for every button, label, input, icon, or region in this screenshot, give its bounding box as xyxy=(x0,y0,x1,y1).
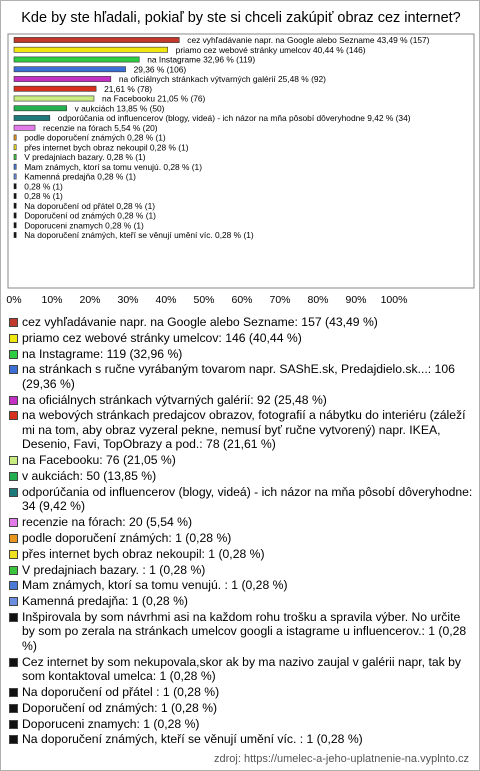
bar-2 xyxy=(14,57,139,62)
legend-swatch xyxy=(9,365,18,374)
bar-0 xyxy=(14,37,179,42)
legend-swatch xyxy=(9,658,18,667)
x-tick-label: 80% xyxy=(307,294,329,306)
legend-swatch xyxy=(9,613,18,622)
legend-item-3 xyxy=(9,362,473,391)
legend-label: cez vyhľadávanie napr. na Google alebo Sezname: 157 (43,49 %) xyxy=(22,315,378,329)
legend-label: Na doporučení známých, kteří se věnují umění víc. : 1 (0,28 %) xyxy=(22,732,363,747)
x-tick-label: 70% xyxy=(269,294,291,306)
x-tick-label: 50% xyxy=(193,294,215,306)
bar-label-1: priamo cez webové stránky umelcov 40,44 % (146) xyxy=(175,44,366,55)
legend-item-7 xyxy=(9,469,473,484)
legend-label: odporúčania od influencerov (blogy, videá) - ich názor na mňa pôsobí dôveryhodne: 34 (9,42 %) xyxy=(22,484,473,514)
legend-label: v aukciách: 50 (13,85 %) xyxy=(22,469,157,484)
legend-swatch xyxy=(9,550,18,559)
legend-swatch xyxy=(9,597,18,606)
legend-swatch xyxy=(9,488,18,497)
legend-item-4 xyxy=(9,393,473,408)
legend-swatch xyxy=(9,318,18,327)
bar-label-16: 0,28 % (1) xyxy=(24,191,63,201)
legend-swatch xyxy=(9,518,18,527)
legend-label: na stránkach s ručne vyrábaným tovarom napr. SAShE.sk, Predajdielo.sk...: 106 (29,36 %) xyxy=(22,362,455,391)
legend-label: Doporučení od známých: 1 (0,28 %) xyxy=(22,700,218,715)
legend-swatch xyxy=(9,534,18,543)
legend-swatch xyxy=(9,581,18,590)
bar-label-7: v aukciách 13,85 % (50) xyxy=(74,103,165,114)
legend-swatch xyxy=(9,456,18,465)
legend-label: Kamenná predajňa: 1 (0,28 %) xyxy=(22,594,188,609)
bar-label-20: Na doporučení známých, kteří se věnují umění víc. 0,28 % (1) xyxy=(24,230,254,240)
x-tick-label: 10% xyxy=(41,294,63,306)
legend-item-5 xyxy=(9,408,473,452)
legend xyxy=(9,315,473,748)
bar-label-9: recenzie na fórach 5,54 % (20) xyxy=(43,122,158,133)
bar-11 xyxy=(14,145,16,150)
bar-label-4: na oficiálnych stránkach výtvarných galérií 25,48 % (92) xyxy=(118,74,326,84)
legend-swatch xyxy=(9,396,18,405)
bar-label-13: Mam známych, ktorí sa tomu venujú. 0,28 % (1) xyxy=(24,161,203,172)
bar-12 xyxy=(14,154,16,159)
legend-label: na Facebooku: 76 (21,05 %) xyxy=(22,453,176,468)
legend-label: Doporuceni znamych: 1 (0,28 %) xyxy=(22,716,200,731)
legend-label: přes internet bych obraz nekoupil: 1 (0,28 %) xyxy=(22,546,265,561)
legend-item-0 xyxy=(9,315,473,330)
bar-16 xyxy=(14,193,16,198)
bar-label-17: Na doporučení od přátel 0,28 % (1) xyxy=(24,200,156,211)
chart-title: Kde by ste hľadali, pokiaľ by ste si chceli zakúpiť obraz cez internet? xyxy=(21,10,461,26)
legend-item-14 xyxy=(9,594,473,609)
legend-label: Mam známych, ktorí sa tomu venujú. : 1 (0,28 %) xyxy=(22,578,288,593)
bar-label-6: na Facebooku 21,05 % (76) xyxy=(101,93,206,104)
bar-label-11: přes internet bych obraz nekoupil 0,28 % (1) xyxy=(24,142,189,153)
legend-swatch xyxy=(9,720,18,729)
legend-label: recenzie na fórach: 20 (5,54 %) xyxy=(22,515,193,530)
legend-item-12 xyxy=(9,563,473,578)
legend-item-15 xyxy=(9,610,473,654)
bar-9 xyxy=(14,125,35,130)
legend-label: priamo cez webové stránky umelcov: 146 (40,44 %) xyxy=(22,330,302,345)
legend-label: na webových stránkach predajcov obrazov, fotografií a nábytku do interiéru (záleží mi na tom, aby obraz vyzeral pekne, nemusí byť ručne vytvorený) napr. IKEA, Desenio, Favi, TopObrazy a pod.: 78 (21,61 %) xyxy=(22,408,466,452)
legend-item-17 xyxy=(9,685,473,700)
legend-label: na oficiálnych stránkach výtvarných galérií: 92 (25,48 %) xyxy=(22,392,327,407)
legend-item-1 xyxy=(9,331,473,346)
legend-label: Cez internet by som nekupovala,skor ak by ma nazivo zaujal v galérii napr, tak by som kontaktoval umelca: 1 (0,28 %) xyxy=(22,654,461,684)
legend-label: podle doporučení známých: 1 (0,28 %) xyxy=(22,530,232,545)
legend-item-6 xyxy=(9,453,473,468)
legend-swatch xyxy=(9,735,18,744)
bar-8 xyxy=(14,115,50,120)
legend-label: V predajniach bazary. : 1 (0,28 %) xyxy=(22,562,206,577)
bar-label-14: Kamenná predajňa 0,28 % (1) xyxy=(24,171,136,182)
bar-label-5: 21,61 % (78) xyxy=(104,83,153,94)
legend-label: na Instagrame: 119 (32,96 %) xyxy=(22,346,183,361)
bar-label-18: Doporučení od známých 0,28 % (1) xyxy=(24,210,156,221)
bar-19 xyxy=(14,223,16,228)
x-axis-ticks xyxy=(6,294,407,306)
bar-14 xyxy=(14,174,16,179)
bar-15 xyxy=(14,184,16,189)
legend-swatch xyxy=(9,334,18,343)
x-tick-label: 20% xyxy=(79,294,101,306)
source-text: zdroj: https://umelec-a-jeho-uplatnenie-na.vyplnto.cz xyxy=(214,753,469,765)
legend-item-11 xyxy=(9,547,473,562)
bar-17 xyxy=(14,203,16,208)
x-tick-label: 40% xyxy=(155,294,177,306)
bar-label-19: Doporuceni znamych 0,28 % (1) xyxy=(24,220,144,231)
legend-item-20 xyxy=(9,732,473,747)
bar-10 xyxy=(14,135,16,140)
x-tick-label: 60% xyxy=(231,294,253,306)
legend-label: Inšpirovala by som návrhmi asi na každom rohu trošku a spravila výber. No určite by som po zerala na stránkach umelcov googli a istagrame u influencerov.: 1 (0,28 %) xyxy=(22,609,467,653)
legend-swatch xyxy=(9,566,18,575)
bar-label-0: cez vyhľadávanie napr. na Google alebo Sezname 43,49 % (157) xyxy=(187,35,430,45)
bar-label-12: V predajniach bazary. 0,28 % (1) xyxy=(24,152,146,162)
legend-item-8 xyxy=(9,485,473,514)
legend-item-9 xyxy=(9,515,473,530)
bar-label-8: odporúčania od influencerov (blogy, videá) - ich názor na mňa pôsobí dôveryhodne 9,42 % (34) xyxy=(57,113,411,123)
bar-label-10: podle doporučení známých 0,28 % (1) xyxy=(24,132,166,143)
legend-item-2 xyxy=(9,347,473,362)
bar-7 xyxy=(14,106,67,111)
legend-swatch xyxy=(9,688,18,697)
legend-item-10 xyxy=(9,531,473,546)
bar-18 xyxy=(14,213,16,218)
legend-swatch xyxy=(9,350,18,359)
bar-6 xyxy=(14,96,94,101)
x-tick-label: 30% xyxy=(117,294,139,306)
x-tick-label: 90% xyxy=(345,294,367,306)
bar-3 xyxy=(14,67,126,72)
bar-label-15: 0,28 % (1) xyxy=(24,181,63,192)
legend-item-13 xyxy=(9,578,473,593)
legend-item-18 xyxy=(9,701,473,716)
legend-item-16 xyxy=(9,655,473,684)
x-tick-label: 100% xyxy=(380,294,408,306)
bar-13 xyxy=(14,164,16,169)
x-tick-label: 0% xyxy=(6,294,22,306)
bar-20 xyxy=(14,232,16,237)
legend-swatch xyxy=(9,411,18,420)
bar-label-2: na Instagrame 32,96 % (119) xyxy=(147,54,256,65)
legend-item-19 xyxy=(9,717,473,732)
bar-4 xyxy=(14,76,111,81)
bar-5 xyxy=(14,86,96,91)
bar-label-3: 29,36 % (106) xyxy=(133,64,187,75)
legend-swatch xyxy=(9,704,18,713)
bar-plot xyxy=(1,1,480,311)
legend-swatch xyxy=(9,472,18,481)
legend-label: Na doporučení od přátel : 1 (0,28 %) xyxy=(22,685,220,700)
bar-1 xyxy=(14,47,168,52)
